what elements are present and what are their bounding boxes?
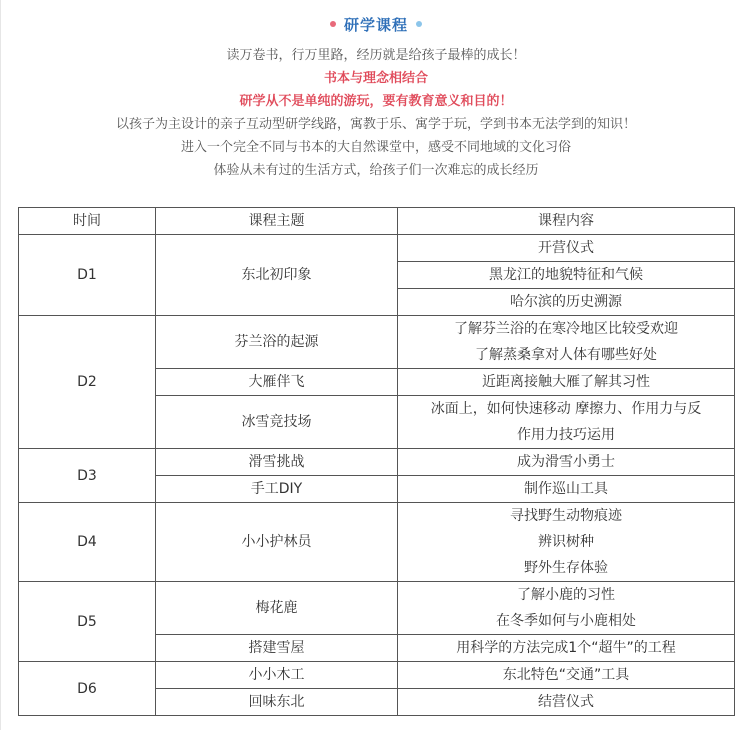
content-cell: 近距离接触大雁了解其习性 xyxy=(398,369,735,396)
day-cell-d4: D4 xyxy=(19,503,156,582)
table-row xyxy=(19,582,735,635)
intro-line-5: 进入一个完全不同与书本的大自然课堂中，感受不同地域的文化习俗 xyxy=(180,140,571,155)
intro-line-3: 研学从不是单纯的游玩，要有教育意义和目的！ xyxy=(239,94,513,109)
section-title: 研学课程 xyxy=(343,15,408,34)
day-cell-d6: D6 xyxy=(19,662,156,716)
topic-cell: 冰雪竞技场 xyxy=(156,396,398,449)
topic-cell: 手工DIY xyxy=(156,476,398,503)
content-cell: 用科学的方法完成1个“超牛”的工程 xyxy=(398,635,735,662)
content-cell: 开营仪式 xyxy=(398,235,735,262)
content-line: 了解蒸桑拿对人体有哪些好处 xyxy=(475,347,657,363)
topic-cell: 小小木工 xyxy=(156,662,398,689)
content-line: 在冬季如何与小鹿相处 xyxy=(496,613,636,629)
content-line: 冰面上，如何快速移动 摩擦力、作用力与反 xyxy=(430,401,702,417)
topic-cell: 小小护林员 xyxy=(156,503,398,582)
content-line: 寻找野生动物痕迹 xyxy=(510,508,622,524)
content-line: 了解小鹿的习性 xyxy=(517,587,615,603)
header-topic: 课程主题 xyxy=(156,208,398,235)
content-line: 辨识树种 xyxy=(538,534,594,550)
content-cell: 黑龙江的地貌特征和气候 xyxy=(398,262,735,289)
intro-line-4: 以孩子为主设计的亲子互动型研学线路，寓教于乐、寓学于玩，学到书本无法学到的知识！ xyxy=(115,117,636,132)
content-cell: 哈尔滨的历史溯源 xyxy=(398,289,735,316)
topic-cell: 滑雪挑战 xyxy=(156,449,398,476)
topic-cell: 回味东北 xyxy=(156,689,398,716)
intro-line-6: 体验从未有过的生活方式，给孩子们一次难忘的成长经历 xyxy=(213,163,539,178)
table-row xyxy=(19,316,735,369)
content-cell xyxy=(398,396,735,449)
intro-line-2: 书本与理念相结合 xyxy=(323,71,428,86)
decorative-dot-left-icon xyxy=(330,21,336,27)
intro-block xyxy=(1,44,750,182)
content-cell: 结营仪式 xyxy=(398,689,735,716)
topic-cell: 梅花鹿 xyxy=(156,582,398,635)
content-cell: 东北特色“交通”工具 xyxy=(398,662,735,689)
topic-cell: 大雁伴飞 xyxy=(156,369,398,396)
content-line: 作用力技巧运用 xyxy=(517,427,615,443)
day-cell-d1: D1 xyxy=(19,235,156,316)
content-cell xyxy=(398,316,735,369)
table-header-row xyxy=(19,208,735,235)
day-cell-d3: D3 xyxy=(19,449,156,503)
content-cell xyxy=(398,503,735,582)
topic-cell: 搭建雪屋 xyxy=(156,635,398,662)
table-row xyxy=(19,662,735,689)
content-line: 野外生存体验 xyxy=(524,560,608,576)
topic-cell: 东北初印象 xyxy=(156,235,398,316)
topic-cell: 芬兰浴的起源 xyxy=(156,316,398,369)
day-cell-d2: D2 xyxy=(19,316,156,449)
content-cell xyxy=(398,582,735,635)
table-row xyxy=(19,449,735,476)
content-cell: 成为滑雪小勇士 xyxy=(398,449,735,476)
content-cell: 制作巡山工具 xyxy=(398,476,735,503)
course-table xyxy=(18,207,735,716)
table-row xyxy=(19,503,735,582)
section-header xyxy=(1,10,750,38)
day-cell-d5: D5 xyxy=(19,582,156,662)
table-row xyxy=(19,235,735,262)
content-line: 了解芬兰浴的在寒冷地区比较受欢迎 xyxy=(454,321,678,337)
header-time: 时间 xyxy=(19,208,156,235)
header-content: 课程内容 xyxy=(398,208,735,235)
decorative-dot-right-icon xyxy=(416,21,422,27)
intro-line-1: 读万卷书，行万里路，经历就是给孩子最棒的成长！ xyxy=(226,48,526,63)
